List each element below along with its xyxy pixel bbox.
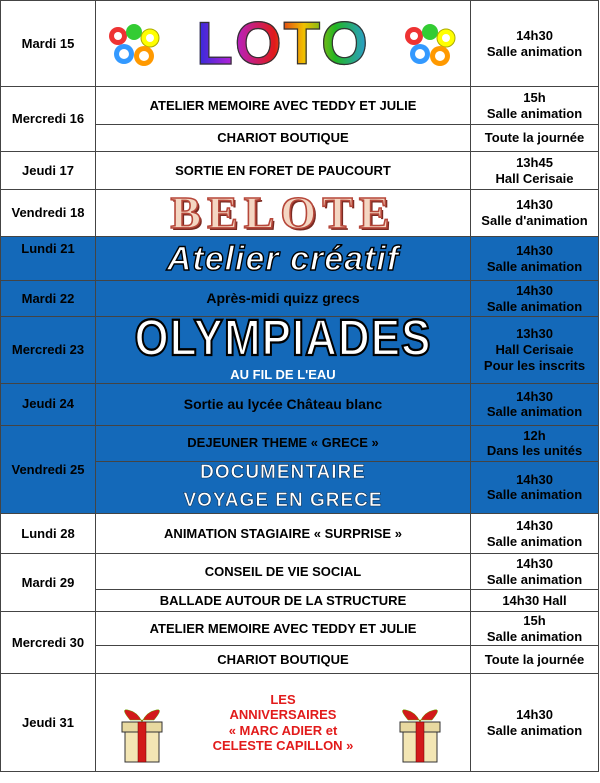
day-label: Jeudi 24 [1, 383, 96, 425]
activity-cell [96, 237, 471, 281]
location: Salle animation [486, 571, 583, 587]
row-mercredi-30 [1, 612, 599, 646]
gift-box-icon [394, 706, 446, 766]
activity-cell: ATELIER MEMOIRE AVEC TEDDY ET JULIE [96, 87, 471, 125]
time: 14h30 [516, 27, 553, 43]
row-jeudi-24 [1, 383, 599, 425]
activity-cell [96, 317, 471, 384]
time: 14h30 [516, 556, 553, 572]
row-mercredi-16 [1, 87, 599, 125]
day-label: Lundi 21 [1, 237, 96, 281]
row-lundi-21 [1, 237, 599, 281]
activity-cell [96, 1, 471, 87]
gift-box-icon [116, 706, 168, 766]
time: 14h30 [516, 518, 553, 534]
location: Hall Cerisaie [495, 342, 574, 357]
activity-cell: ANIMATION STAGIAIRE « SURPRISE » [96, 514, 471, 554]
time-cell [471, 237, 599, 281]
row-vendredi-18 [1, 190, 599, 237]
anniversary-line-2: ANNIVERSAIRES [229, 707, 337, 723]
location: Salle animation [486, 298, 583, 314]
time-cell [471, 674, 599, 772]
atelier-creatif-title: Atelier créatif [166, 239, 400, 278]
time-cell [471, 461, 599, 514]
time: 14h30 [516, 282, 553, 298]
time: 14h30 [516, 471, 553, 487]
location: Salle animation [486, 105, 583, 121]
day-label: Mardi 22 [1, 281, 96, 317]
activity-cell: DEJEUNER THEME « GRECE » [96, 425, 471, 461]
time-cell [471, 87, 599, 125]
loto-title: LOTO [196, 9, 370, 77]
activity-cell [96, 674, 471, 772]
row-mardi-15 [1, 1, 599, 87]
note: Pour les inscrits [483, 357, 586, 373]
time: 14h30 [516, 197, 553, 213]
location: Salle animation [486, 404, 583, 420]
day-label: Mercredi 30 [1, 612, 96, 674]
lottery-balls-icon [400, 22, 460, 68]
time: 14h30 [516, 388, 553, 404]
time: 15h [523, 613, 546, 629]
location: Salle animation [486, 43, 583, 59]
anniversary-line-4: CELESTE CAPILLON » [212, 738, 354, 754]
time-cell [471, 1, 599, 87]
time: 13h30 [516, 326, 553, 342]
olympiades-title: OLYMPIADES [134, 316, 432, 367]
time: 14h30 [516, 242, 553, 258]
time-cell [471, 612, 599, 646]
time-cell [471, 425, 599, 461]
activity-cell: Sortie au lycée Château blanc [96, 383, 471, 425]
anniversary-line-1: LES [270, 691, 296, 707]
row-jeudi-17 [1, 152, 599, 190]
documentaire-title: DOCUMENTAIRE [200, 461, 366, 483]
day-label: Jeudi 31 [1, 674, 96, 772]
time-cell [471, 281, 599, 317]
time-cell [471, 514, 599, 554]
time-cell [471, 190, 599, 237]
time-cell [471, 152, 599, 190]
day-label: Mardi 15 [1, 1, 96, 87]
time: 15h [523, 89, 546, 105]
time-cell [471, 317, 599, 384]
location: Salle animation [486, 487, 583, 503]
activity-cell [96, 190, 471, 237]
olympiades-subtitle: AU FIL DE L'EAU [230, 367, 336, 382]
anniversary-line-3: « MARC ADIER et [228, 722, 338, 738]
voyage-title: VOYAGE EN GRECE [183, 490, 383, 512]
day-label: Mercredi 16 [1, 87, 96, 152]
activity-cell: Après-midi quizz grecs [96, 281, 471, 317]
location: Salle animation [486, 628, 583, 644]
location: Dans les unités [486, 443, 583, 459]
time: 12h [523, 427, 546, 443]
location: Salle animation [486, 722, 583, 738]
time-cell: Toute la journée [471, 646, 599, 674]
day-label: Lundi 28 [1, 514, 96, 554]
belote-title: BELOTE [170, 189, 396, 237]
row-jeudi-31 [1, 674, 599, 772]
time-cell [471, 554, 599, 590]
day-label: Mardi 29 [1, 554, 96, 612]
day-label: Vendredi 25 [1, 425, 96, 514]
row-mardi-29 [1, 554, 599, 590]
location: Salle animation [486, 258, 583, 274]
row-mercredi-23 [1, 317, 599, 384]
activity-cell: BALLADE AUTOUR DE LA STRUCTURE [96, 590, 471, 612]
time: 14h30 [516, 707, 553, 723]
activity-cell: CHARIOT BOUTIQUE [96, 125, 471, 152]
activity-cell: SORTIE EN FORET DE PAUCOURT [96, 152, 471, 190]
time-cell: Toute la journée [471, 125, 599, 152]
location: Salle d'animation [481, 213, 588, 228]
activity-cell: ATELIER MEMOIRE AVEC TEDDY ET JULIE [96, 612, 471, 646]
activity-cell [96, 461, 471, 514]
row-vendredi-25 [1, 425, 599, 461]
time: 13h45 [516, 154, 553, 170]
day-label: Mercredi 23 [1, 317, 96, 384]
time-cell: 14h30 Hall [471, 590, 599, 612]
location: Hall Cerisaie [495, 170, 574, 186]
row-mardi-22 [1, 281, 599, 317]
activity-cell: CHARIOT BOUTIQUE [96, 646, 471, 674]
location: Salle animation [486, 533, 583, 549]
day-label: Jeudi 17 [1, 152, 96, 190]
time-cell [471, 383, 599, 425]
lottery-balls-icon [104, 22, 164, 68]
row-lundi-28 [1, 514, 599, 554]
activity-cell: CONSEIL DE VIE SOCIAL [96, 554, 471, 590]
day-label: Vendredi 18 [1, 190, 96, 237]
